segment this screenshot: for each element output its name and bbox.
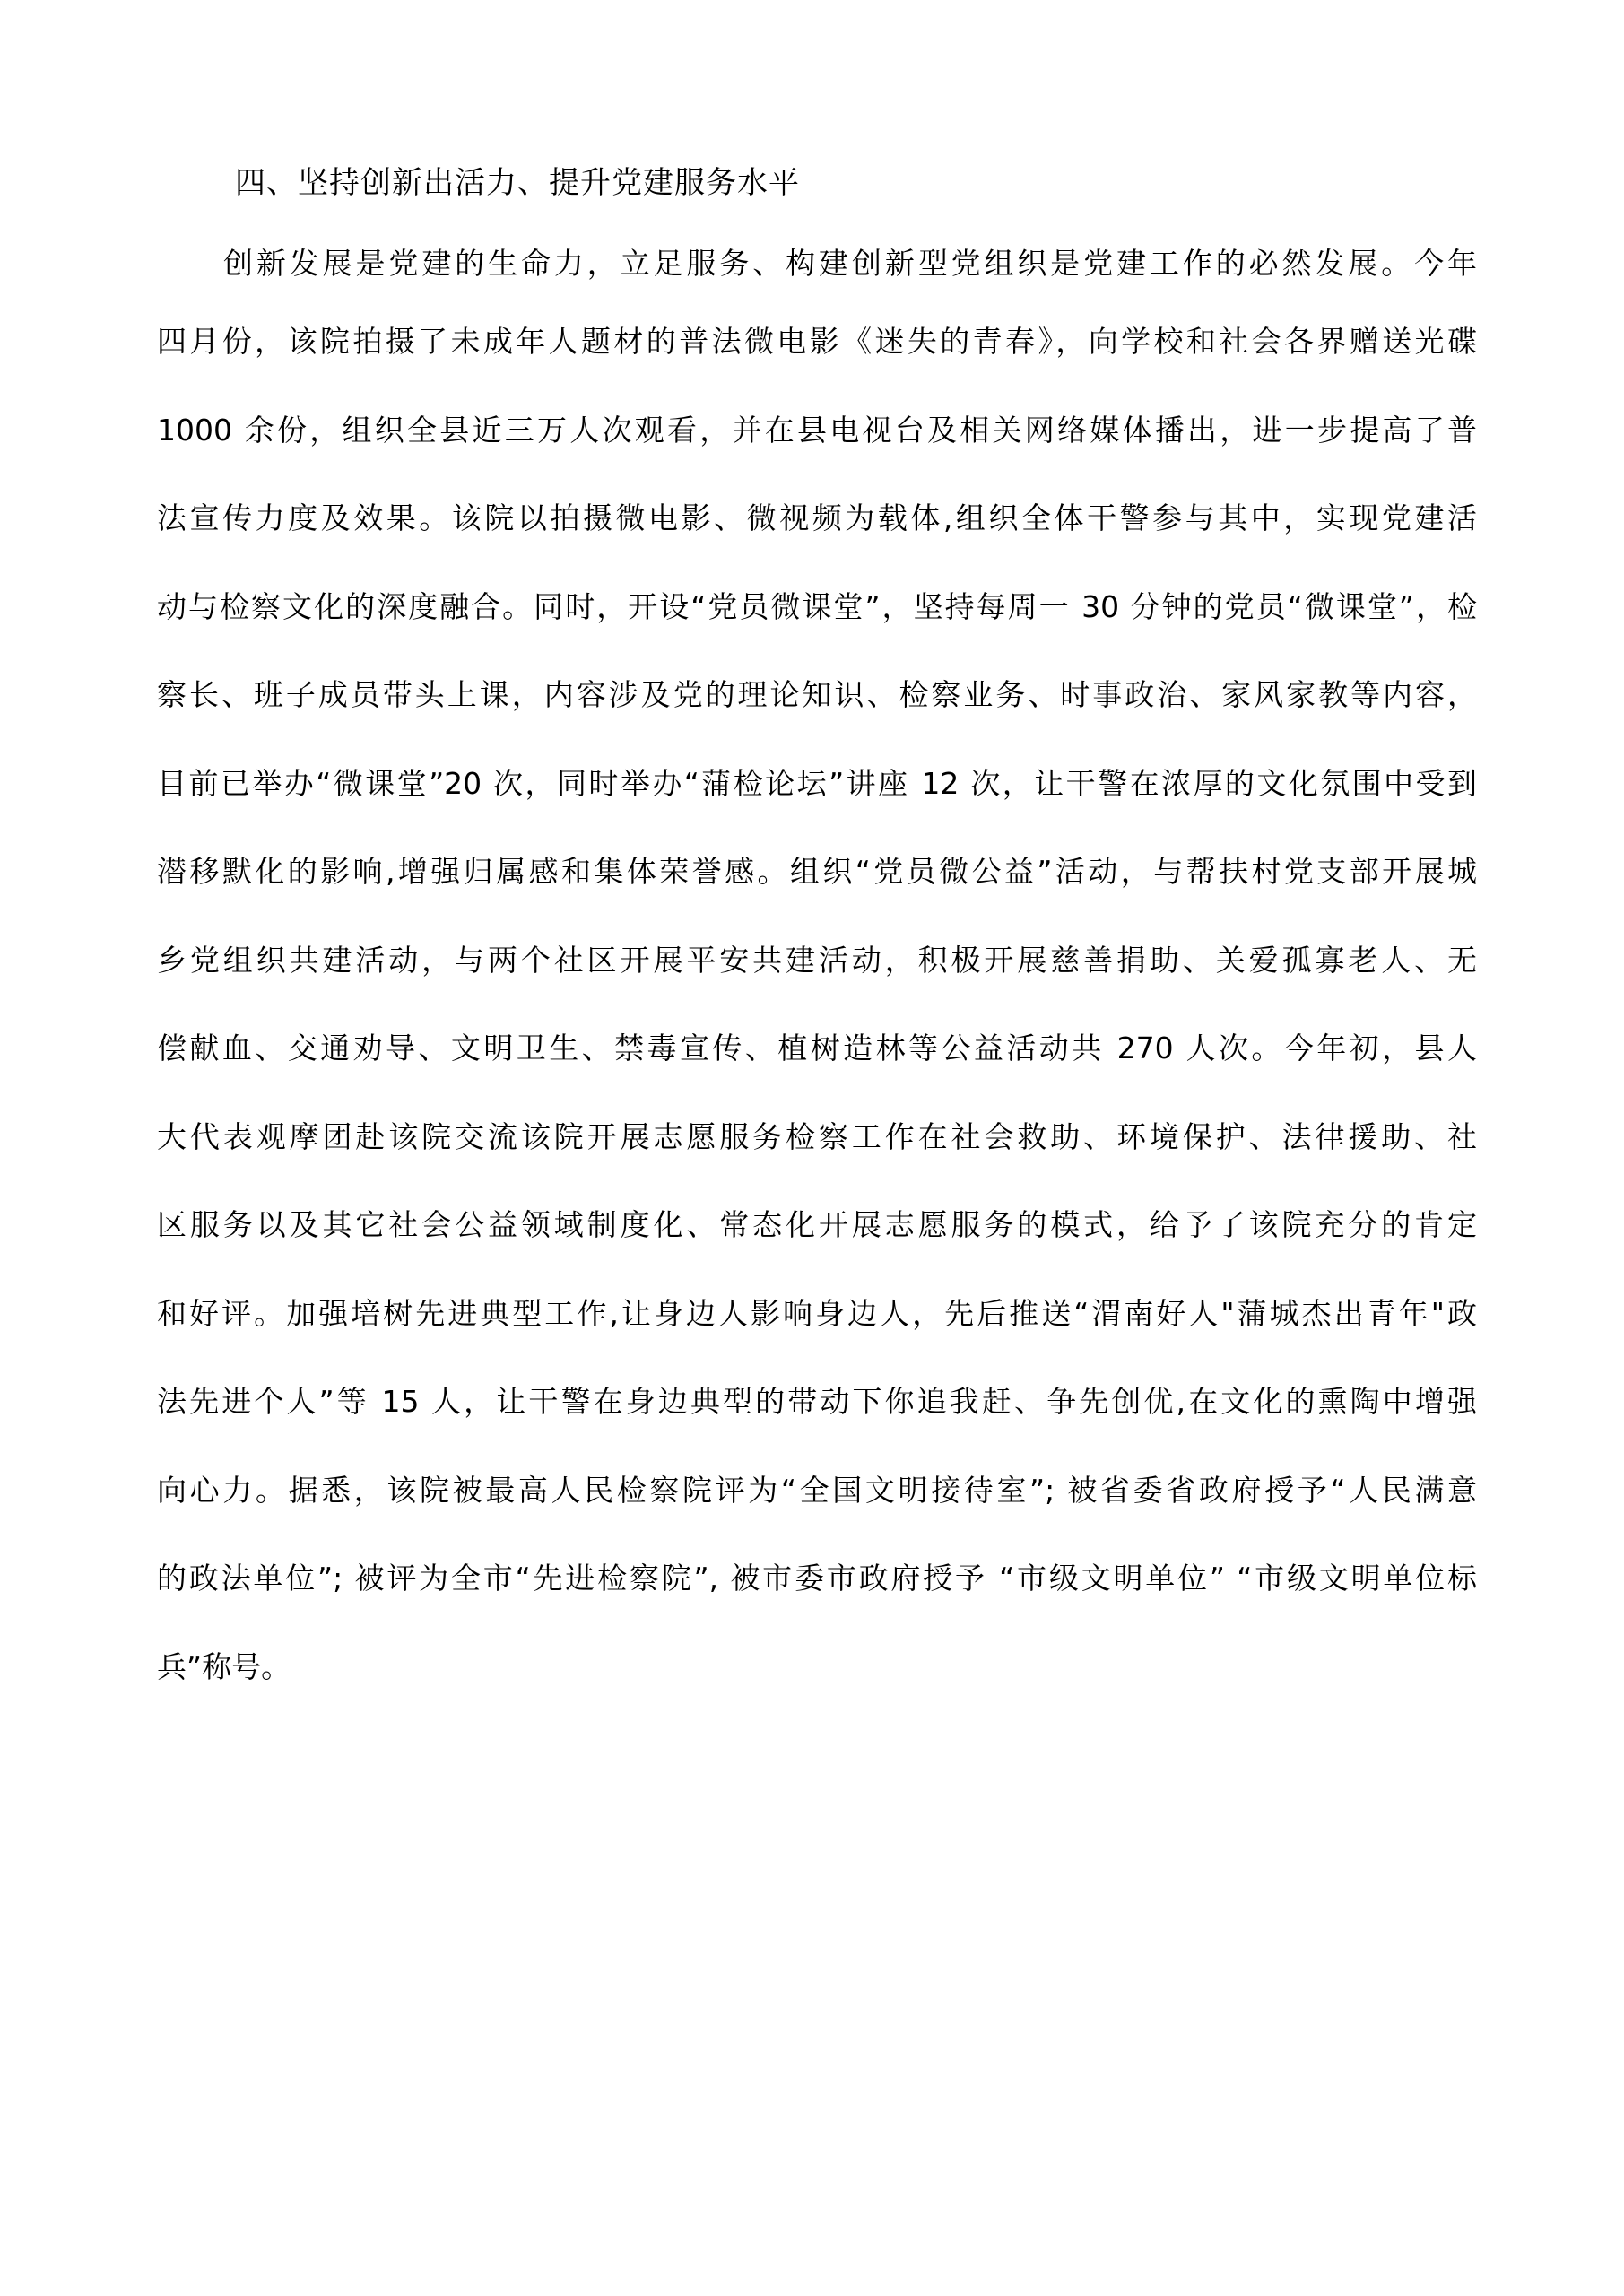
paragraph-line: 大代表观摩团赴该院交流该院开展志愿服务检察工作在社会救助、环境保护、法律援助、社 xyxy=(157,1118,1477,1154)
paragraph-line: 目前已举办“微课堂”20 次，同时举办“蒲检论坛”讲座 12 次，让干警在浓厚的文化氛围中受到 xyxy=(157,765,1477,801)
paragraph-line: 的政法单位”; 被评为全市“先进检察院”, 被市委市政府授予 “市级文明单位” “市级文明单位标 xyxy=(157,1561,1477,1596)
paragraph-line: 1000 余份，组织全县近三万人次观看，并在县电视台及相关网络媒体播出，进一步提高了普 xyxy=(157,412,1477,448)
document-content xyxy=(157,161,1477,1711)
paragraph-line: 动与检察文化的深度融合。同时，开设“党员微课堂”，坚持每周一 30 分钟的党员“微课堂”，检 xyxy=(157,588,1477,624)
paragraph-line: 区服务以及其它社会公益领域制度化、常态化开展志愿服务的模式，给予了该院充分的肯定 xyxy=(157,1207,1477,1242)
body-paragraph xyxy=(157,246,1477,1711)
paragraph-line: 偿献血、交通劝导、文明卫生、禁毒宣传、植树造林等公益活动共 270 人次。今年初，县人 xyxy=(157,1031,1477,1065)
paragraph-line: 察长、班子成员带头上课，内容涉及党的理论知识、检察业务、时事政治、家风家教等内容， xyxy=(157,677,1477,712)
paragraph-line: 法先进个人”等 15 人，让干警在身边典型的带动下你追我赶、争先创优,在文化的熏陶中增强 xyxy=(157,1384,1477,1419)
paragraph-line: 兵”称号。 xyxy=(157,1648,291,1684)
paragraph-line: 向心力。据悉，该院被最高人民检察院评为“全国文明接待室”; 被省委省政府授予“人民满意 xyxy=(157,1472,1477,1508)
paragraph-line: 潜移默化的影响,增强归属感和集体荣誉感。组织“党员微公益”活动，与帮扶村党支部开展城 xyxy=(157,854,1477,889)
paragraph-line: 四月份，该院拍摄了未成年人题材的普法微电影《迷失的青春》，向学校和社会各界赠送光碟 xyxy=(157,324,1477,359)
paragraph-line: 和好评。加强培树先进典型工作,让身边人影响身边人，先后推送“渭南好人"蒲城杰出青年"政 xyxy=(157,1295,1477,1331)
paragraph-line: 法宣传力度及效果。该院以拍摄微电影、微视频为载体,组织全体干警参与其中，实现党建活 xyxy=(157,500,1477,535)
paragraph-line: 乡党组织共建活动，与两个社区开展平安共建活动，积极开展慈善捐助、关爱孤寡老人、无 xyxy=(157,942,1477,978)
paragraph-line: 创新发展是党建的生命力，立足服务、构建创新型党组织是党建工作的必然发展。今年 xyxy=(223,246,1477,281)
section-heading: 四、坚持创新出活力、提升党建服务水平 xyxy=(235,165,800,201)
